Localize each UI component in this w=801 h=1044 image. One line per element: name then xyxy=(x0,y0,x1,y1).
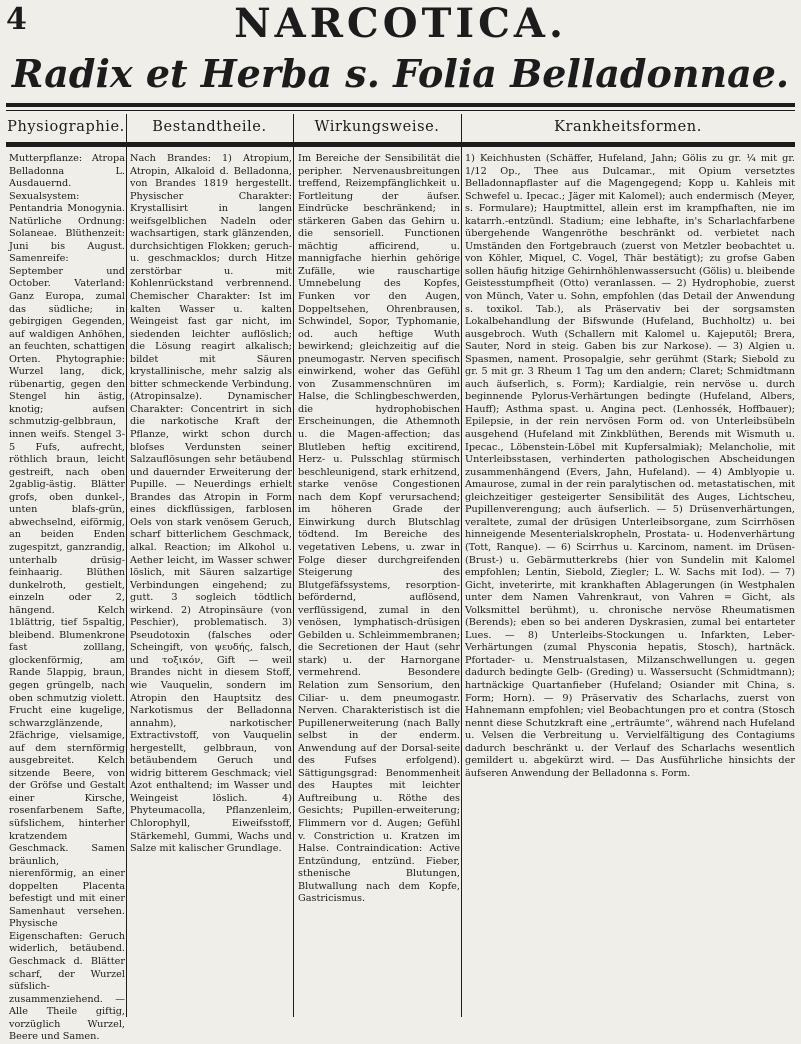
krankheitsformen-text: 1) Keichhusten (Schäffer, Hufeland, Jahn; Gölis zu gr. ¼ mit gr. 1/12 Op., Thee aus Dulcamar., mit Opium versetztes Belladonnapflaster auf die Magengegend; Kopp u. Kahleis mit Schwefel u. Ipecac.; Jäger mit Kalomel); auch endermisch (Meyer, s. Formulare); Hauptmittel, allein erst im krampfhaften, nie im katarrh.-entzündl. Stadium; eine lebhafte, in's Scharlachfarbene übergehende Wangenröthe beschränkt od. verbietet nach Umständen den Fortgebrauch (zuerst von Metzler beobachtet u. von Köhler, Miquel, C. Vogel, Thär bestätigt); zu grofse Gaben sollen häufig hitzige Gehirnhöhlenwassersucht (Gölis) u. bleibende Geistesstumpfheit (Otto) veranlassen. — 2) Hydrophobie, zuerst von Münch, Vater u. Sohn, empfohlen (das Detail der Anwendung s. toxikol. Tab.), als Präservativ bei der sorgsamsten Lokalbehandlung der Bifswunde (Hufeland, Buchholtz) u. bei ausgebroch. Wuth (Schallern mit Kalomel u. Kajeputöl; Brera, Sauter, Nord in steig. Gaben bis zur Narkose). — 3) Algien u. Spasmen, nament. Prosopalgie, sehr gerühmt (Stark; Siebold zu gr. 5 mit gr. 3 Rheum 1 Tag um den andern; Claret; Schmidtmann auch äufserlich, s. Form); Kardialgie, rein nervöse u. durch beginnende Pylorus-Verhärtungen bedingte (Hufeland, Albers, Hauff); Asthma spast. u. Angina pect. (Lenhossék, Hoffbauer); Epilepsie, in der rein nervösen Form od. von Unterleibsübeln ausgehend (Hufeland mit Zinkblüthen, Berends mit Wismuth u. Ipecac., Löbenstein-Löbel mit Kupfersalmiak); Melancholie, mit Unterleibsstasen, verhinderten pathologischen Abscheidungen zusammenhängend (Evers, Jahn, Hufeland). — 4) Amblyopie u. Amaurose, zumal in der rein paralytischen od. metastatischen, mit gleichzeitiger gesteigerter Sensibilität des Auges, Lichtscheu, Pupillenverengung; auch äufserlich. — 5) Drüsenverhärtungen, veraltete, zumal der drüsigen Unterleibsorgane, zum Scirrhösen hinneigende Mesenterialskropheln, Prostata- u. Hodenverhärtung (Tott, Ranque). — 6) Scirrhus u. Karcinom, nament. im Drüsen- (Brust-) u. Gebärmutterkrebs (hier von Sundelin mit Kalomel empfohlen; Lentin, Siebold, Ziegler; L. W. Sachs mit Iod). — 7) Gicht, inveterirte, mit krankhaften Ablagerungen (in Westphalen unter dem Namen Vahrenkraut, von Vahren = Gicht, als Volksmittel berühmt), u. chronische nervöse Rheumatismen (Berends); eben so bei anderen Dyskrasien, zumal bei entarteter Lues. — 8) Unterleibs-Stockungen u. Infarkten, Leber-Verhärtungen (zumal Physconia hepatis, Stosch), hartnäck. Pfortader- u. Menstrualstasen, Milzanschwellungen u. gegen dadurch bedingte Gelb- (Greding) u. Wassersucht (Schmidtmann); hartnäckige Quartanfieber (Hufeland; Osiander mit China, s. Form; Horn). — 9) Präservativ des Scharlachs, zuerst von Hahnemann empfohlen; viel Beobachtungen pro et contra (Stosch nennt diese Schutzkraft eine „erträumte“, während nach Hufeland u. Velsen die Verbreitung u. Vervielfältigung des Contagiums dadurch beschränkt u. der Verlauf des Scharlachs wesentlich gemildert u. abgekürzt wird. — Das Ausführliche hinsichts der äufseren Anwendung der Belladonna s. Form. xyxy=(465,153,795,779)
column-headers xyxy=(6,114,795,140)
column-physiographie xyxy=(9,153,125,1043)
wirkungsweise-text: Im Bereiche der Sensibilität die peripher. Nervenausbreitungen treffend, Reizempfänglichkeit u. Fortleitung der äufser. Eindrücke beschränkend; in stärkeren Gaben das Gehirn u. die sensoriell. Functionen mächtig afficirend, u. mannigfache hierhin gehörige Zufälle, wie rauschartige Umnebelung des Kopfes, Funken vor den Augen, Doppeltsehen, Ohrenbrausen, Schwindel, Sopor, Typhomanie, od. auch heftige Wuth bewirkend; gleichzeitig auf die pneumogastr. Nerven specifisch einwirkend, woher das Gefühl von Zusammenschnüren im Halse, die Schlingbeschwerden, die hydrophobischen Erscheinungen, die Athemnoth u. die Magen-affection; das Blutleben heftig excitirend, Herz- u. Pulsschlag stürmisch beschleunigend, stark erhitzend, starke venöse Congestionen nach dem Kopf verursachend; im höheren Grade der Einwirkung durch Blutschlag tödtend. Im Bereiche des vegetativen Lebens, u. zwar in Folge dieser durchgreifenden Steigerung des Blutgefäfssystems, resorption-befördernd, auflösend, verflüssigend, zumal in den venösen, lymphatisch-drüsigen Gebilden u. Schleimmembranen; die Secretionen der Haut (sehr stark) u. der Harnorgane vermehrend. Besondere Relation zum Sensorium, den Ciliar- u. dem pneumogastr. Nerven. Charakteristisch ist die Pupillenerweiterung (nach Bally selbst in der enderm. Anwendung auf der Dorsal-seite des Fufses erfolgend). Sättigungsgrad: Benommenheit des Hauptes mit leichter Auftreibung u. Röthe des Gesichts; Pupillen-erweiterung; Flimmern vor d. Augen; Gefühl v. Constriction u. Kratzen im Halse. Contraindication: Active Entzündung, entzünd. Fieber, sthenische Blutungen, Blutwallung nach dem Kopfe, Gastricismus. xyxy=(298,153,460,905)
column-wirkungsweise xyxy=(298,153,460,1019)
header-wirkungsweise: Wirkungsweise. xyxy=(314,119,440,135)
running-head: NARCOTICA. xyxy=(234,0,567,47)
bestandtheile-text: Nach Brandes: 1) Atropium, Atropin, Alkaloid d. Belladonna, von Brandes 1819 hergestellt. Physischer Charakter: Krystallisirt in langen weifsgelblichen Nadeln oder wachsartigen, stark glänzenden, durchsichtigen Flokken; geruch- u. geschmacklos; durch Hitze zerstörbar u. mit Kohlenrückstand verbrennend. Chemischer Charakter: Ist im kalten Wasser u. kalten Weingeist fast gar nicht, im siedenden leichter auflöslich; die Lösung reagirt alkalisch; bildet mit Säuren krystallinische, mehr salzig als bitter schmeckende Verbindung. (Atropinsalze). Dynamischer Charakter: Concentrirt in sich die narkotische Kraft der Pflanze, wirkt schon durch blofses Verdunsten seiner Salzauflösungen sehr betäubend und dauernder Erweiterung der Pupille. — Neuerdings erhielt Brandes das Atropin in Form eines dickflüssigen, farblosen Oels von stark venösem Geruch, scharf bitterlichem Geschmack, alkal. Reaction; im Alkohol u. Aether leicht, im Wasser schwer löslich, mit Säuren salzartige Verbindungen eingehend; zu gutt. 3 sogleich tödtlich wirkend. 2) Atropinsäure (von Peschier), problematisch. 3) Pseudotoxin (falsches oder Scheingift, von ψευδής, falsch, und τοξικόν, Gift — weil Brandes nicht in diesem Stoff, wie Vauquelin, sondern im Atropin den Hauptsitz des Narkotismus der Belladonna annahm), narkotischer Extractivstoff, von Vauquelin hergestellt, gelbbraun, von betäubendem Geruch und widrig bitterem Geschmack; viel Azot enthaltend; im Wasser und Weingeist löslich. 4) Phyteumacolla, Pflanzenleim, Chlorophyll, Eiweifsstoff, Stärkemehl, Gummi, Wachs und Salze mit kalischer Grundlage. xyxy=(130,153,292,855)
divider-3 xyxy=(461,114,462,142)
column-bestandtheile xyxy=(130,153,292,1019)
header-rule-bold xyxy=(6,142,795,147)
divider-1 xyxy=(126,114,127,142)
header-krankheitsformen: Krankheitsformen. xyxy=(554,119,702,135)
physiographie-text: Mutterpflanze: Atropa Belladonna L. Ausdauernd. Sexualsystem: Pentandria Monogynia. Natürliche Ordnung: Solaneae. Blüthenzeit: Juni bis August. Samenreife: September und October. Vaterland: Ganz Europa, zumal das südliche; in gebirgigen Gegenden, auf waldigen Anhöhen, an feuchten, schattigen Orten. Phytographie: Wurzel lang, dick, rübenartig, gegen den Stengel hin ästig, knotig; aufsen schmutzig-gelbbraun, innen weifs. Stengel 3-5 Fufs, aufrecht, röthlich braun, leicht gestreift, nach oben 2gablig-ästig. Blätter grofs, oben dunkel-, unten blafs-grün, abwechselnd, eiförmig, an beiden Enden zugespitzt, ganzrandig, unterhalb drüsig-feinhaarig. Blüthen dunkelroth, gestielt, einzeln oder 2, hängend. Kelch 1blättrig, tief 5spaltig, bleibend. Blumenkrone fast zolllang, glockenförmig, am Rande 5lappig, braun, gegen grüngelb, nach oben schmutzig violett. Frucht eine kugelige, schwarzglänzende, 2fächrige, vielsamige, auf dem sternförmig ausgebreitet. Kelch sitzende Beere, von der Gröfse und Gestalt einer Kirsche, rosenfarbenem Safte, süfslichem, hinterher kratzendem Geschmack. Samen bräunlich, nierenförmig, an einer doppelten Placenta befestigt und mit einer Samenhaut versehen. Physische Eigenschaften: Geruch widerlich, betäubend. Geschmack d. Blätter scharf, der Wurzel süfslich-zusammenziehend. — Alle Theile giftig, vorzüglich Wurzel, Beere und Samen. xyxy=(9,153,125,1043)
divider-2 xyxy=(293,114,294,142)
column-krankheitsformen xyxy=(465,153,795,1019)
divider-3-long xyxy=(461,147,462,1017)
page-number: 4 xyxy=(6,2,28,37)
page-title: Radix et Herba s. Folia Belladonnae. xyxy=(11,51,790,96)
title-rule-thin xyxy=(6,110,795,111)
header-physiographie: Physiographie. xyxy=(7,119,125,135)
divider-2-long xyxy=(293,147,294,1017)
title-rule-thick xyxy=(6,103,795,107)
header-bestandtheile: Bestandtheile. xyxy=(152,119,267,135)
divider-1-long xyxy=(126,147,127,1017)
